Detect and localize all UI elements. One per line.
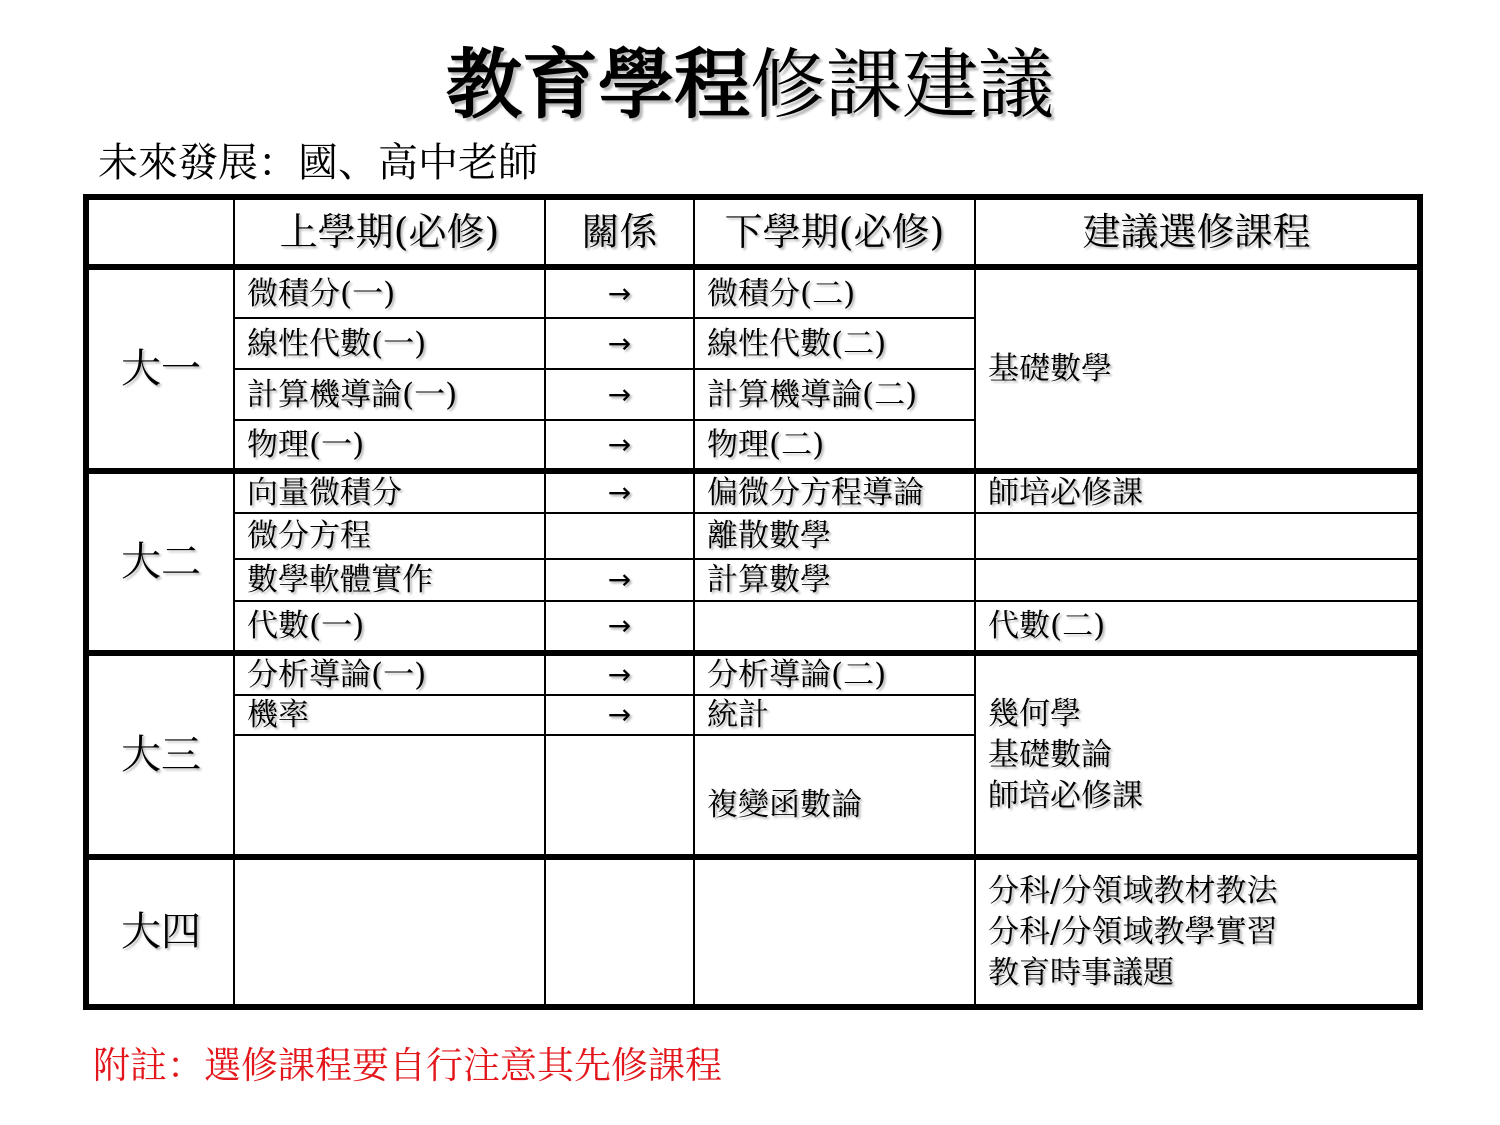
table-row — [86, 267, 1420, 318]
suggest-course: 分科/分領域教材教法 — [988, 872, 1278, 909]
header-suggest: 建議選修課程 — [975, 197, 1420, 267]
fall-course: 數學軟體實作 — [234, 559, 545, 601]
table-row — [86, 471, 1420, 513]
arrow-icon: → — [545, 559, 694, 601]
table-row — [86, 559, 1420, 601]
table-row — [86, 857, 1420, 1007]
spring-course — [694, 601, 975, 653]
arrow-cell-empty — [545, 513, 694, 559]
fall-course: 計算機導論(一) — [234, 369, 545, 420]
year-label-2: 大二 — [86, 471, 234, 653]
spring-course: 計算機導論(二) — [694, 369, 975, 420]
table-row — [86, 653, 1420, 695]
spring-course: 分析導論(二) — [694, 653, 975, 695]
fall-course — [234, 857, 545, 1007]
fall-course: 微積分(一) — [234, 267, 545, 318]
page-title — [0, 40, 1500, 130]
suggest-course-list — [975, 653, 1420, 857]
spring-course: 計算數學 — [694, 559, 975, 601]
header-corner — [86, 197, 234, 267]
suggest-course — [975, 513, 1420, 559]
spring-course — [694, 857, 975, 1007]
spring-course: 複變函數論 — [694, 735, 975, 857]
suggest-course: 幾何學 — [988, 695, 1081, 732]
arrow-icon: → — [545, 369, 694, 420]
suggest-course: 代數(二) — [975, 601, 1420, 653]
suggest-course: 師培必修課 — [988, 777, 1143, 814]
fall-course: 線性代數(一) — [234, 318, 545, 369]
spring-course: 離散數學 — [694, 513, 975, 559]
header-spring: 下學期(必修) — [694, 197, 975, 267]
title-bold-part: 教育學程 — [446, 40, 750, 129]
arrow-icon: → — [545, 695, 694, 735]
spring-course: 線性代數(二) — [694, 318, 975, 369]
header-relation: 關係 — [545, 197, 694, 267]
spring-course: 微積分(二) — [694, 267, 975, 318]
fall-course: 機率 — [234, 695, 545, 735]
arrow-icon: → — [545, 653, 694, 695]
fall-course: 分析導論(一) — [234, 653, 545, 695]
arrow-icon: → — [545, 471, 694, 513]
suggest-course: 教育時事議題 — [988, 954, 1174, 991]
course-plan-table — [83, 194, 1423, 1010]
arrow-cell-empty — [545, 735, 694, 857]
suggest-course: 基礎數論 — [988, 736, 1112, 773]
table-row — [86, 513, 1420, 559]
fall-course: 物理(一) — [234, 420, 545, 471]
suggest-course-list — [975, 857, 1420, 1007]
title-light-part: 修課建議 — [750, 40, 1054, 129]
suggest-course: 分科/分領域教學實習 — [988, 913, 1278, 950]
year-label-3: 大三 — [86, 653, 234, 857]
header-fall: 上學期(必修) — [234, 197, 545, 267]
suggest-course: 基礎數學 — [975, 267, 1420, 471]
year-label-4: 大四 — [86, 857, 234, 1007]
spring-course: 統計 — [694, 695, 975, 735]
fall-course: 微分方程 — [234, 513, 545, 559]
arrow-cell-empty — [545, 857, 694, 1007]
year-label-1: 大一 — [86, 267, 234, 471]
fall-course — [234, 735, 545, 857]
footnote: 附註：選修課程要自行注意其先修課程 — [93, 1044, 722, 1087]
fall-course: 代數(一) — [234, 601, 545, 653]
suggest-course: 師培必修課 — [975, 471, 1420, 513]
arrow-icon: → — [545, 601, 694, 653]
subtitle: 未來發展：國、高中老師 — [98, 140, 538, 186]
arrow-icon: → — [545, 267, 694, 318]
suggest-course — [975, 559, 1420, 601]
fall-course: 向量微積分 — [234, 471, 545, 513]
header-row — [86, 197, 1420, 267]
arrow-icon: → — [545, 318, 694, 369]
arrow-icon: → — [545, 420, 694, 471]
spring-course: 偏微分方程導論 — [694, 471, 975, 513]
spring-course: 物理(二) — [694, 420, 975, 471]
table-row — [86, 601, 1420, 653]
